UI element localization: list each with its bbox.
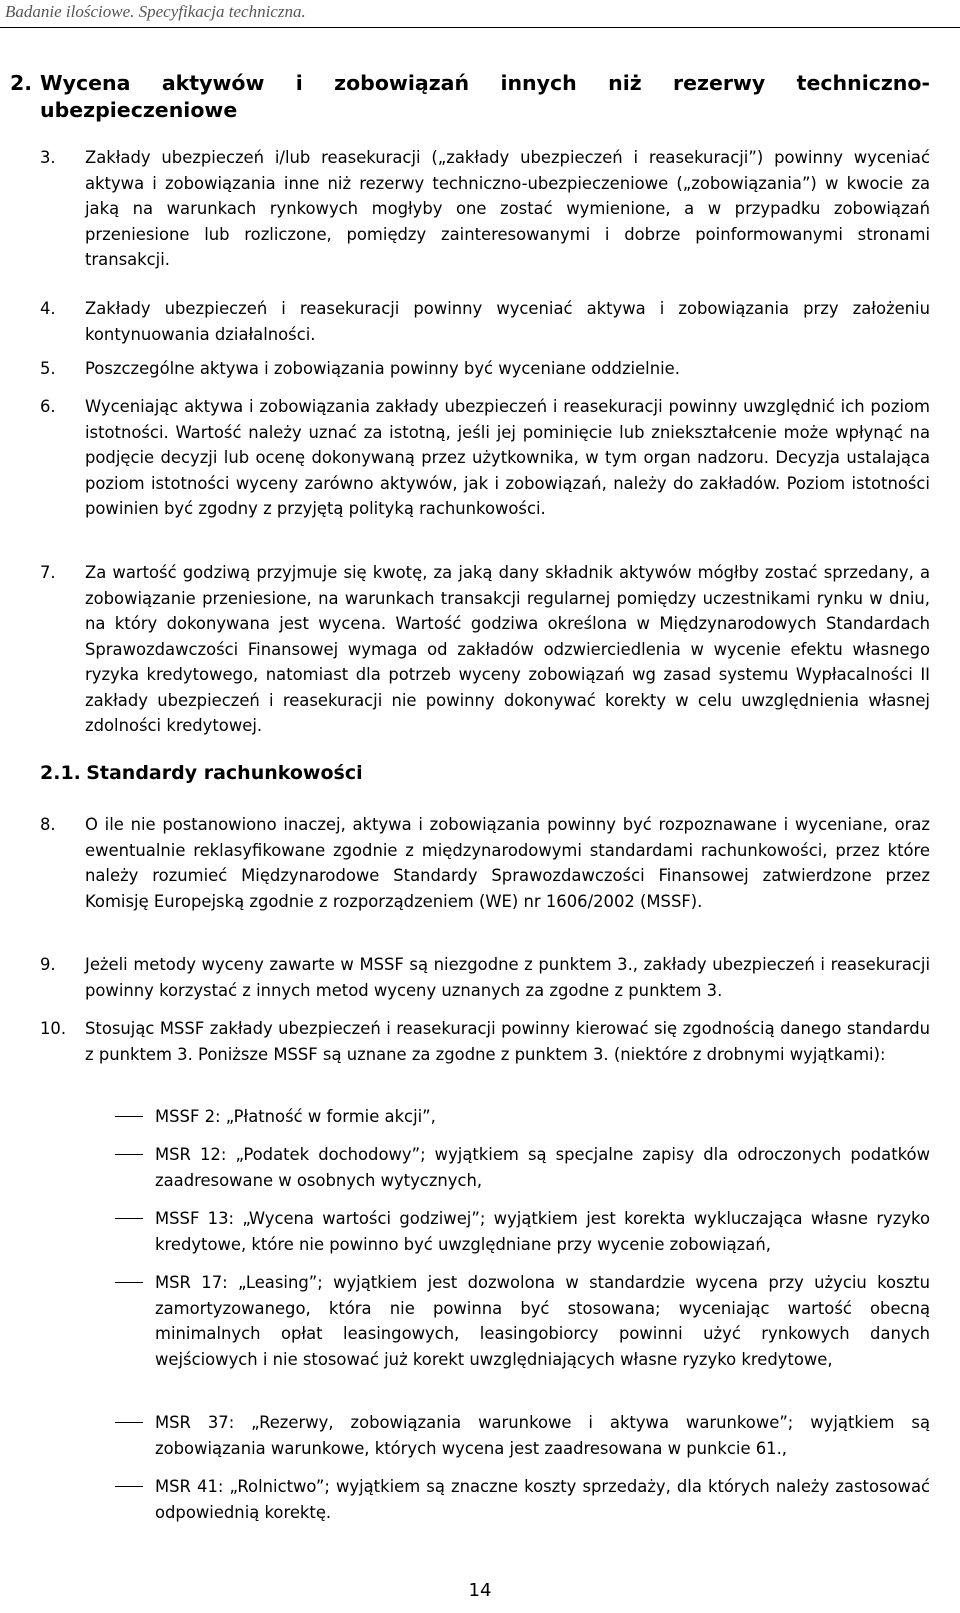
list-item bbox=[115, 1142, 930, 1193]
paragraph-text: Stosując MSSF zakłady ubezpieczeń i reasekuracji powinny kierować się zgodnością danego standardu z punktem 3. Poniższe MSSF są uznane za zgodne z punktem 3. (niektóre z drobnymi wyjątkami): bbox=[85, 1019, 930, 1064]
list-item bbox=[115, 1270, 930, 1372]
paragraph-8 bbox=[40, 812, 930, 914]
paragraph-number: 4. bbox=[40, 299, 56, 318]
dash-bullet bbox=[115, 1154, 143, 1155]
subsection-heading bbox=[40, 760, 363, 786]
list-item-text: MSR 17: „Leasing”; wyjątkiem jest dozwolona w standardzie wycena przy użyciu kosztu zamortyzowanego, która nie powinna być stosowana; wyceniając wartość obecną minimalnych opłat leasingowych, leasingobiorcy powinni użyć rynkowych danych wejściowych i nie stosować już korekt uwzględniających własne ryzyko kredytowe, bbox=[155, 1273, 930, 1369]
paragraph-text: Za wartość godziwą przyjmuje się kwotę, za jaką dany składnik aktywów mógłby zostać sprzedany, a zobowiązanie przeniesione, na warunkach transakcji regularnej pomiędzy uczestnikami rynku w dniu, na który dokonywana jest wycena. Wartość godziwa określona w Międzynarodowych Standardach Sprawozdawczości Finansowej wymaga od zakładów odzwierciedlenia w wycenie efektu własnego ryzyka kredytowego, natomiast dla potrzeb wyceny zobowiązań wg zasad systemu Wypłacalności II zakłady ubezpieczeń i reasekuracji nie powinny dokonywać korekty w celu uwzględnienia własnej zdolności kredytowej. bbox=[85, 563, 930, 735]
dash-bullet bbox=[115, 1486, 143, 1487]
paragraph-text: Poszczególne aktywa i zobowiązania powinny być wyceniane oddzielnie. bbox=[85, 359, 680, 378]
list-item-text: MSSF 2: „Płatność w formie akcji”, bbox=[155, 1107, 436, 1126]
subsection-number: 2.1. bbox=[40, 762, 81, 784]
paragraph-text: Jeżeli metody wyceny zawarte w MSSF są niezgodne z punktem 3., zakłady ubezpieczeń i reasekuracji powinny korzystać z innych metod wyceny uznanych za zgodne z punktem 3. bbox=[85, 955, 930, 1000]
list-item bbox=[115, 1206, 930, 1257]
paragraph-text: Wyceniając aktywa i zobowiązania zakłady ubezpieczeń i reasekuracji powinny uwzględnić ich poziom istotności. Wartość należy uznać za istotną, jeśli jej pominięcie lub zniekształcenie może wpłynąć na podjęcie decyzji lub ocenę dokonywaną przez użytkownika, w tym organ nadzoru. Decyzja ustalająca poziom istotności wyceny zarówno aktywów, jak i zobowiązań, należy do zakładów. Poziom istotności powinien być zgodny z przyjętą polityką rachunkowości. bbox=[85, 397, 930, 518]
list-item-text: MSR 37: „Rezerwy, zobowiązania warunkowe i aktywa warunkowe”; wyjątkiem są zobowiązania warunkowe, których wycena jest zaadresowana w punkcie 61., bbox=[155, 1413, 930, 1458]
paragraph-7 bbox=[40, 560, 930, 739]
paragraph-5 bbox=[40, 356, 930, 382]
paragraph-3 bbox=[40, 145, 930, 273]
dash-bullet bbox=[115, 1422, 143, 1423]
list-item bbox=[115, 1104, 930, 1130]
paragraph-number: 10. bbox=[40, 1019, 67, 1038]
dash-bullet bbox=[115, 1116, 143, 1117]
paragraph-9 bbox=[40, 952, 930, 1003]
section-number: 2. bbox=[10, 71, 33, 95]
list-item-text: MSR 12: „Podatek dochodowy”; wyjątkiem są specjalne zapisy dla odroczonych podatków zaadresowane w osobnych wytycznych, bbox=[155, 1145, 930, 1190]
paragraph-text: Zakłady ubezpieczeń i reasekuracji powinny wyceniać aktywa i zobowiązania przy założeniu kontynuowania działalności. bbox=[85, 299, 930, 344]
paragraph-number: 8. bbox=[40, 815, 56, 834]
section-title: Wycena aktywów i zobowiązań innych niż rezerwy techniczno-ubezpieczeniowe bbox=[40, 71, 930, 122]
paragraph-text: O ile nie postanowiono inaczej, aktywa i zobowiązania powinny być rozpoznawane i wyceniane, oraz ewentualnie reklasyfikowane zgodnie z międzynarodowymi standardami rachunkowości, przez które należy rozumieć Międzynarodowe Standardy Sprawozdawczości Finansowej zatwierdzone przez Komisję Europejską zgodnie z rozporządzeniem (WE) nr 1606/2002 (MSSF). bbox=[85, 815, 930, 911]
paragraph-number: 3. bbox=[40, 148, 56, 167]
running-header: Badanie ilościowe. Specyfikacja techniczna. bbox=[5, 2, 306, 21]
paragraph-text: Zakłady ubezpieczeń i/lub reasekuracji („zakłady ubezpieczeń i reasekuracji”) powinny wyceniać aktywa i zobowiązania inne niż rezerwy techniczno-ubezpieczeniowe („zobowiązania”) w kwocie za jaką na warunkach rynkowych mogłyby one zostać wymienione, a w przypadku zobowiązań przeniesione lub rozliczone, pomiędzy zainteresowanymi i dobrze poinformowanymi stronami transakcji. bbox=[85, 148, 930, 269]
list-item-text: MSR 41: „Rolnictwo”; wyjątkiem są znaczne koszty sprzedaży, dla których należy zastosować odpowiednią korektę. bbox=[155, 1477, 930, 1522]
paragraph-number: 5. bbox=[40, 359, 56, 378]
dash-bullet bbox=[115, 1218, 143, 1219]
list-item bbox=[115, 1410, 930, 1461]
paragraph-4 bbox=[40, 296, 930, 347]
paragraph-number: 7. bbox=[40, 563, 56, 582]
page-number: 14 bbox=[468, 1580, 492, 1601]
paragraph-number: 9. bbox=[40, 955, 56, 974]
paragraph-10 bbox=[40, 1016, 930, 1067]
list-item bbox=[115, 1474, 930, 1525]
dash-bullet bbox=[115, 1282, 143, 1283]
paragraph-6 bbox=[40, 394, 930, 522]
header-rule bbox=[0, 27, 960, 28]
list-item-text: MSSF 13: „Wycena wartości godziwej”; wyjątkiem jest korekta wykluczająca własne ryzyko kredytowe, które nie powinno być uwzględniane przy wycenie zobowiązań, bbox=[155, 1209, 930, 1254]
paragraph-number: 6. bbox=[40, 397, 56, 416]
subsection-title: Standardy rachunkowości bbox=[86, 762, 363, 784]
section-heading bbox=[10, 70, 930, 124]
